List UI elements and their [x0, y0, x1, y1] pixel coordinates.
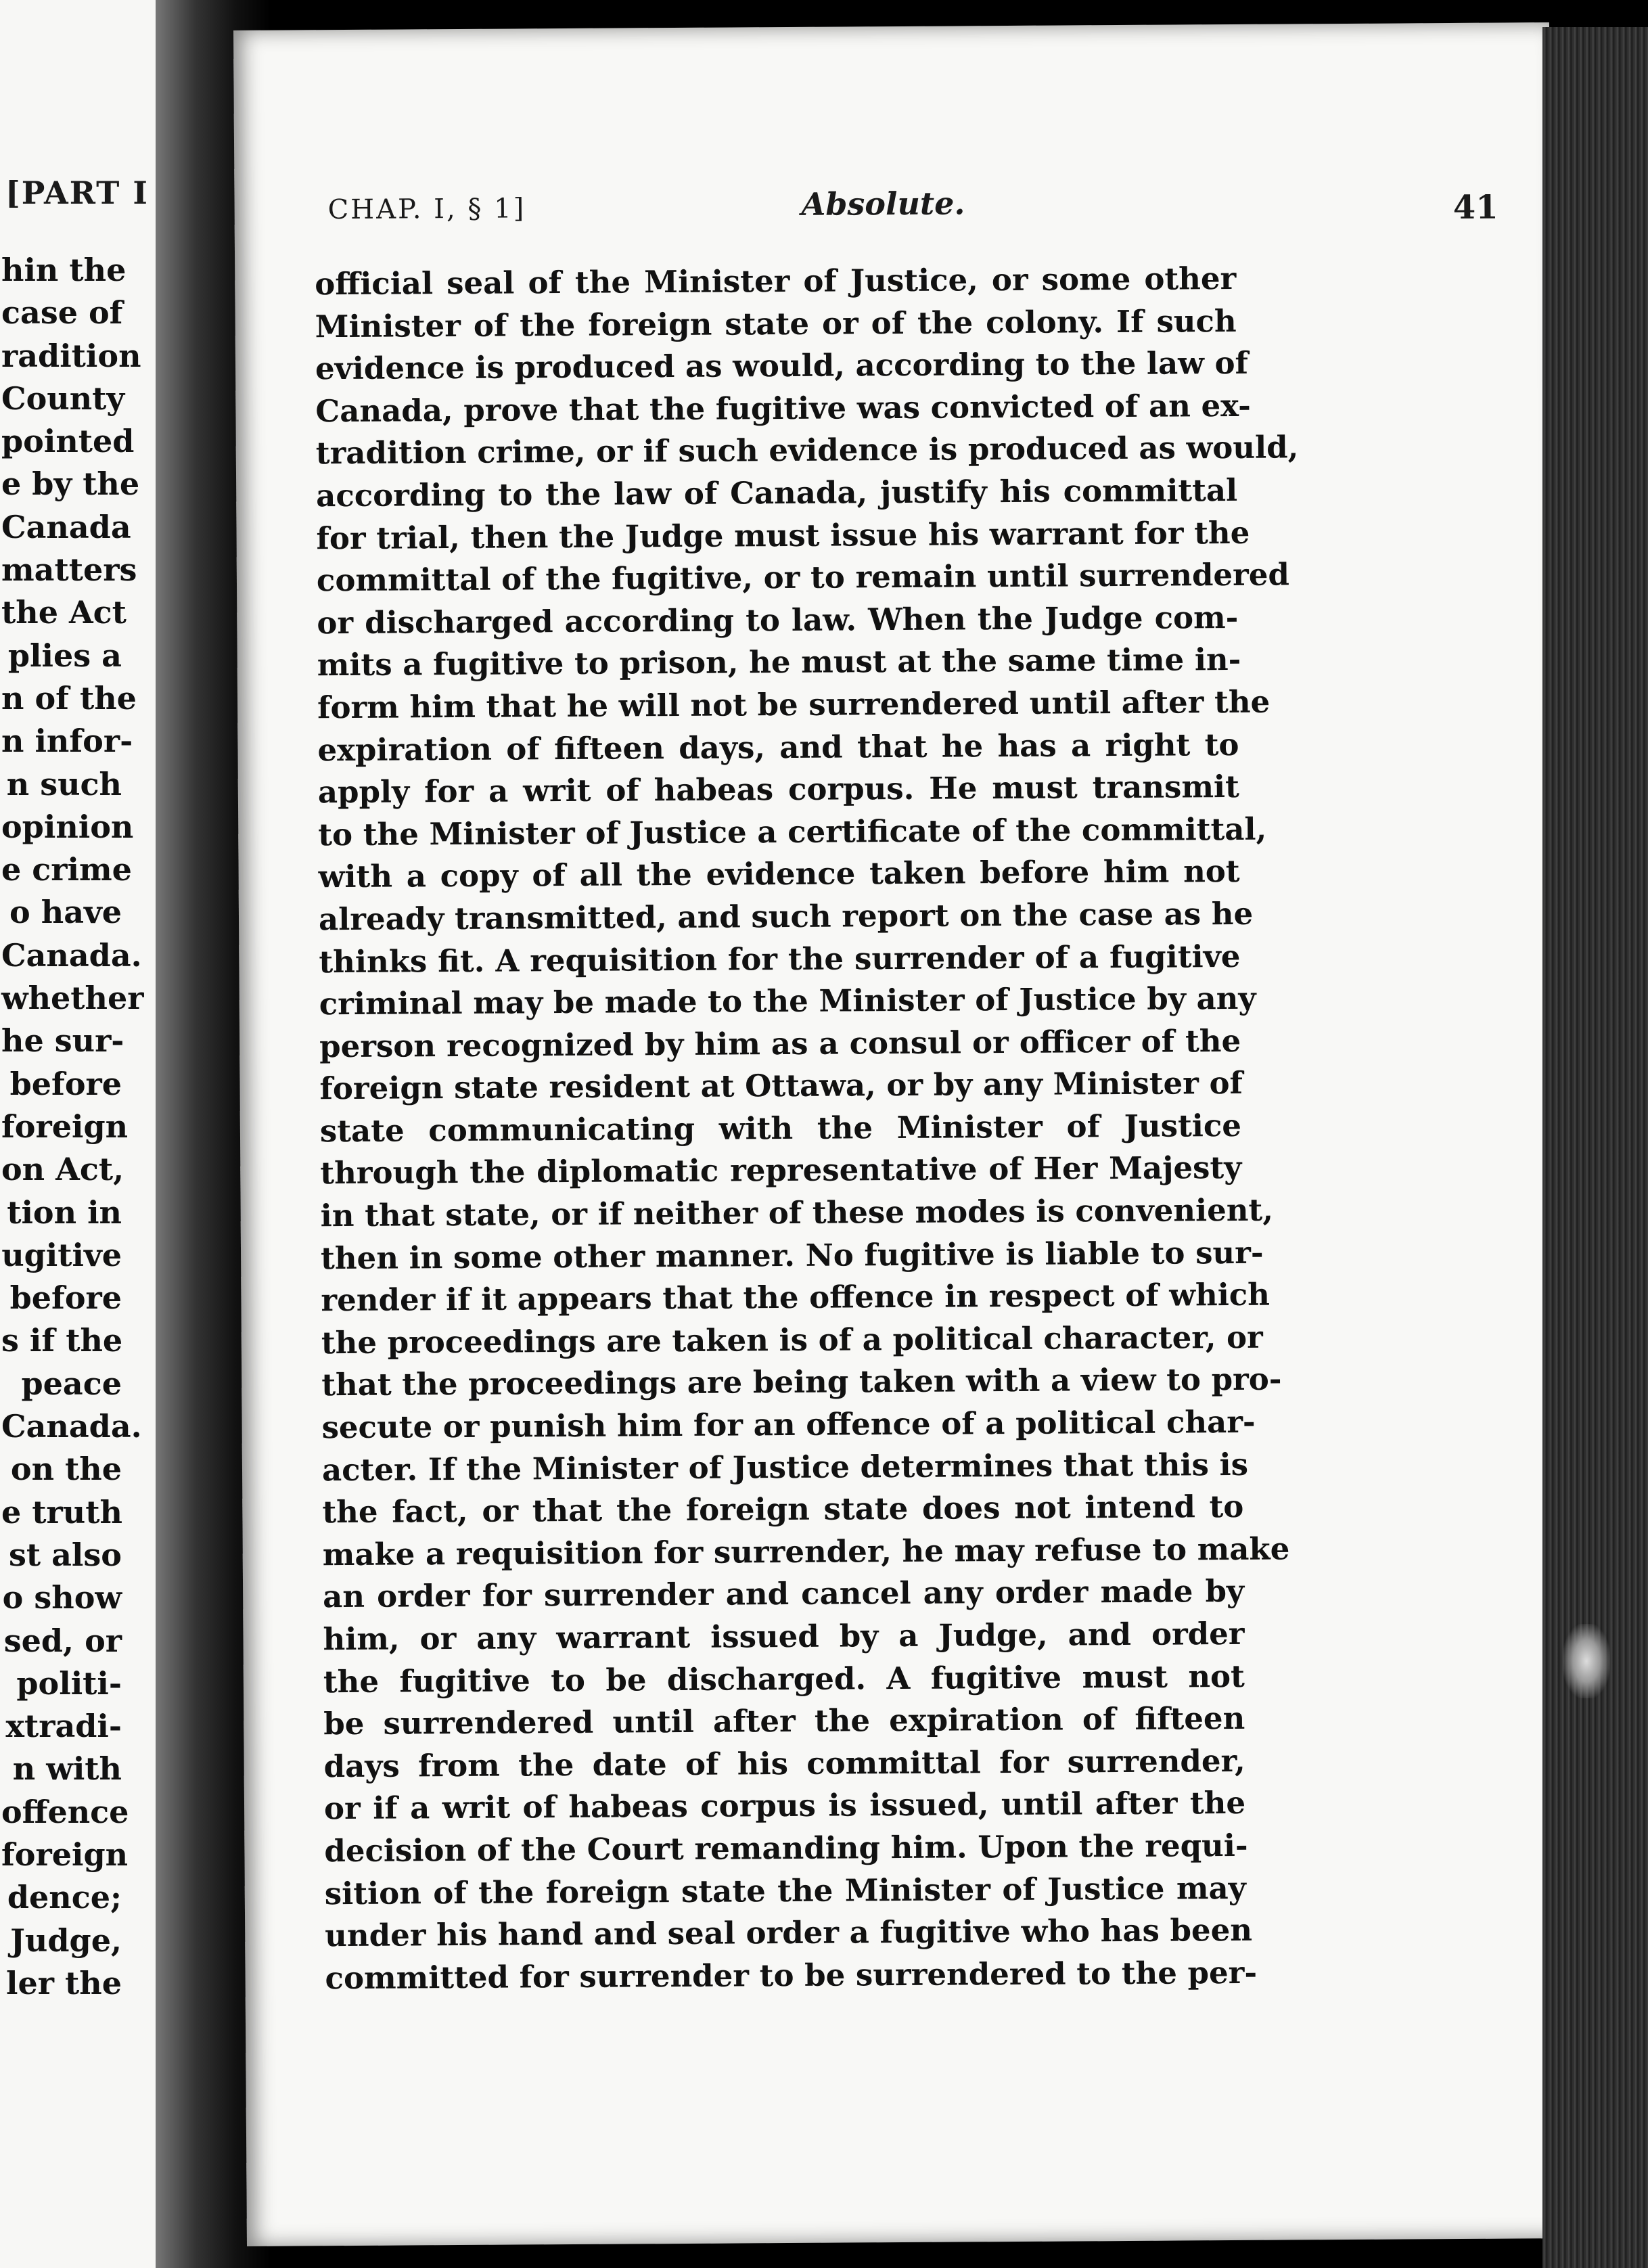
facing-page-line: dence;	[7, 1879, 122, 1916]
body-line: committed for surrender to be surrendered to the per-	[325, 1954, 1258, 1996]
body-line: to the Minister of Justice a certificate of the committal,	[318, 811, 1267, 853]
body-line: decision of the Court remanding him. Upon the requi-	[324, 1827, 1248, 1869]
facing-page-line: plies a	[7, 637, 122, 674]
facing-page-line: he sur-	[1, 1022, 124, 1060]
body-line: through the diplomatic representative of Her Majesty	[320, 1150, 1242, 1192]
facing-page-line: o have	[9, 894, 122, 931]
facing-page-line: n infor-	[1, 723, 133, 760]
facing-page-line: Canada.	[1, 1408, 142, 1445]
body-line: or discharged according to law. When the Judge com-	[317, 599, 1239, 641]
body-line: be surrendered until after the expiration of fifteen	[323, 1700, 1245, 1742]
facing-page-line: on the	[10, 1451, 122, 1488]
body-line: for trial, then the Judge must issue his warrant for the	[316, 514, 1250, 556]
facing-page-line: before	[9, 1065, 122, 1102]
facing-page-line: Judge,	[10, 1922, 122, 1959]
page-number: 41	[1452, 188, 1498, 227]
body-line: person recognized by him as a consul or officer of the	[319, 1022, 1241, 1064]
body-line: an order for surrender and cancel any order made by	[322, 1573, 1245, 1615]
body-line: days from the date of his committal for surrender,	[323, 1742, 1245, 1785]
facing-page-line: e by the	[1, 466, 140, 503]
facing-page-line: foreign	[1, 1836, 129, 1873]
body-line: the proceedings are taken is of a political character, or	[321, 1319, 1263, 1361]
facing-page-line: n such	[6, 765, 122, 802]
body-line: with a copy of all the evidence taken before him not	[318, 853, 1240, 895]
body-line: him, or any warrant issued by a Judge, and order	[323, 1615, 1245, 1658]
body-line: make a requisition for surrender, he may refuse to make	[322, 1530, 1290, 1573]
facing-page-line: whether	[1, 980, 144, 1017]
body-line: Canada, prove that the fugitive was convicted of an ex-	[315, 387, 1252, 430]
body-line: evidence is produced as would, according to the law of	[315, 345, 1249, 387]
body-line: acter. If the Minister of Justice determines that this is	[321, 1446, 1249, 1488]
body-line: form him that he will not be surrendered until after the	[317, 683, 1271, 726]
body-line: sition of the foreign state the Minister of Justice may	[324, 1869, 1246, 1911]
facing-page-line: the Act	[1, 594, 127, 631]
facing-page-line: pointed	[1, 423, 135, 460]
body-line: in that state, or if neither of these modes is convenient,	[320, 1192, 1274, 1234]
facing-page-header: [PART I	[5, 175, 149, 211]
body-paragraph	[315, 258, 1299, 2000]
body-line: mits a fugitive to prison, he must at the same time in-	[317, 641, 1241, 683]
body-line: then in some other manner. No fugitive is liable to sur-	[320, 1234, 1264, 1276]
body-line: the fugitive to be discharged. A fugitive must not	[323, 1658, 1245, 1700]
facing-page-line: s if the	[1, 1322, 123, 1359]
facing-page-line: before	[9, 1279, 122, 1317]
facing-page-line: politi-	[16, 1664, 122, 1702]
body-line: tradition crime, or if such evidence is produced as would,	[315, 429, 1299, 472]
facing-page-line: ler the	[6, 1964, 122, 2001]
body-line: expiration of fifteen days, and that he has a right to	[317, 726, 1239, 768]
facing-page-line: matters	[1, 551, 137, 589]
facing-page-line: ugitive	[1, 1236, 122, 1273]
facing-page-line: n of the	[1, 679, 137, 717]
body-line: Minister of the foreign state or of the colony. If such	[315, 302, 1237, 344]
facing-page-line: o show	[2, 1579, 122, 1616]
chapter-reference: CHAP. I, § 1]	[327, 193, 526, 226]
section-title: Absolute.	[801, 185, 965, 223]
facing-page-line: radition	[1, 337, 141, 374]
facing-page-line: on Act,	[1, 1151, 124, 1188]
body-line: foreign state resident at Ottawa, or by any Minister of	[319, 1065, 1243, 1107]
body-line: according to the law of Canada, justify his committal	[316, 472, 1238, 514]
body-line: render if it appears that the offence in respect of which	[321, 1276, 1271, 1319]
facing-page-line: e truth	[1, 1493, 122, 1530]
book-page	[233, 22, 1563, 2246]
facing-page-line: n with	[12, 1750, 122, 1788]
facing-page-line: opinion	[1, 808, 134, 845]
body-line: the fact, or that the foreign state does not intend to	[322, 1489, 1244, 1530]
running-head	[327, 182, 1498, 237]
facing-page-line: offence	[1, 1793, 129, 1830]
body-line: state communicating with the Minister of Justice	[319, 1107, 1242, 1150]
facing-page-line: e crime	[1, 851, 132, 888]
body-line: secute or punish him for an offence of a political char-	[321, 1403, 1256, 1446]
book-page-edges	[1542, 27, 1648, 2268]
facing-page-line: County	[1, 380, 125, 417]
facing-page-line: Canada	[1, 508, 131, 545]
facing-page-line: peace	[21, 1365, 122, 1402]
facing-page-line: xtradi-	[5, 1708, 122, 1745]
body-line: apply for a writ of habeas corpus. He must transmit	[317, 769, 1240, 811]
facing-page-line: tion in	[7, 1194, 122, 1231]
facing-page-text	[1, 249, 144, 2005]
facing-page-line: hin the	[1, 252, 127, 288]
facing-page-line: foreign	[1, 1108, 129, 1145]
body-line: under his hand and seal order a fugitive who has been	[325, 1912, 1253, 1954]
body-line: or if a writ of habeas corpus is issued, until after the	[323, 1785, 1246, 1827]
body-line: already transmitted, and such report on the case as he	[318, 895, 1254, 938]
body-line: that the proceedings are being taken with a view to pro-	[321, 1361, 1282, 1403]
body-line: thinks fit. A requisition for the surrender of a fugitive	[319, 938, 1241, 980]
facing-page-line: Canada.	[1, 936, 142, 974]
body-line: official seal of the Minister of Justice, or some other	[315, 260, 1237, 302]
body-line: committal of the fugitive, or to remain until surrendered	[316, 556, 1290, 599]
facing-page-line: case of	[1, 294, 123, 332]
body-line: criminal may be made to the Minister of Justice by any	[319, 980, 1256, 1022]
facing-page-line: st also	[8, 1536, 122, 1573]
facing-page-line: sed, or	[3, 1622, 122, 1659]
